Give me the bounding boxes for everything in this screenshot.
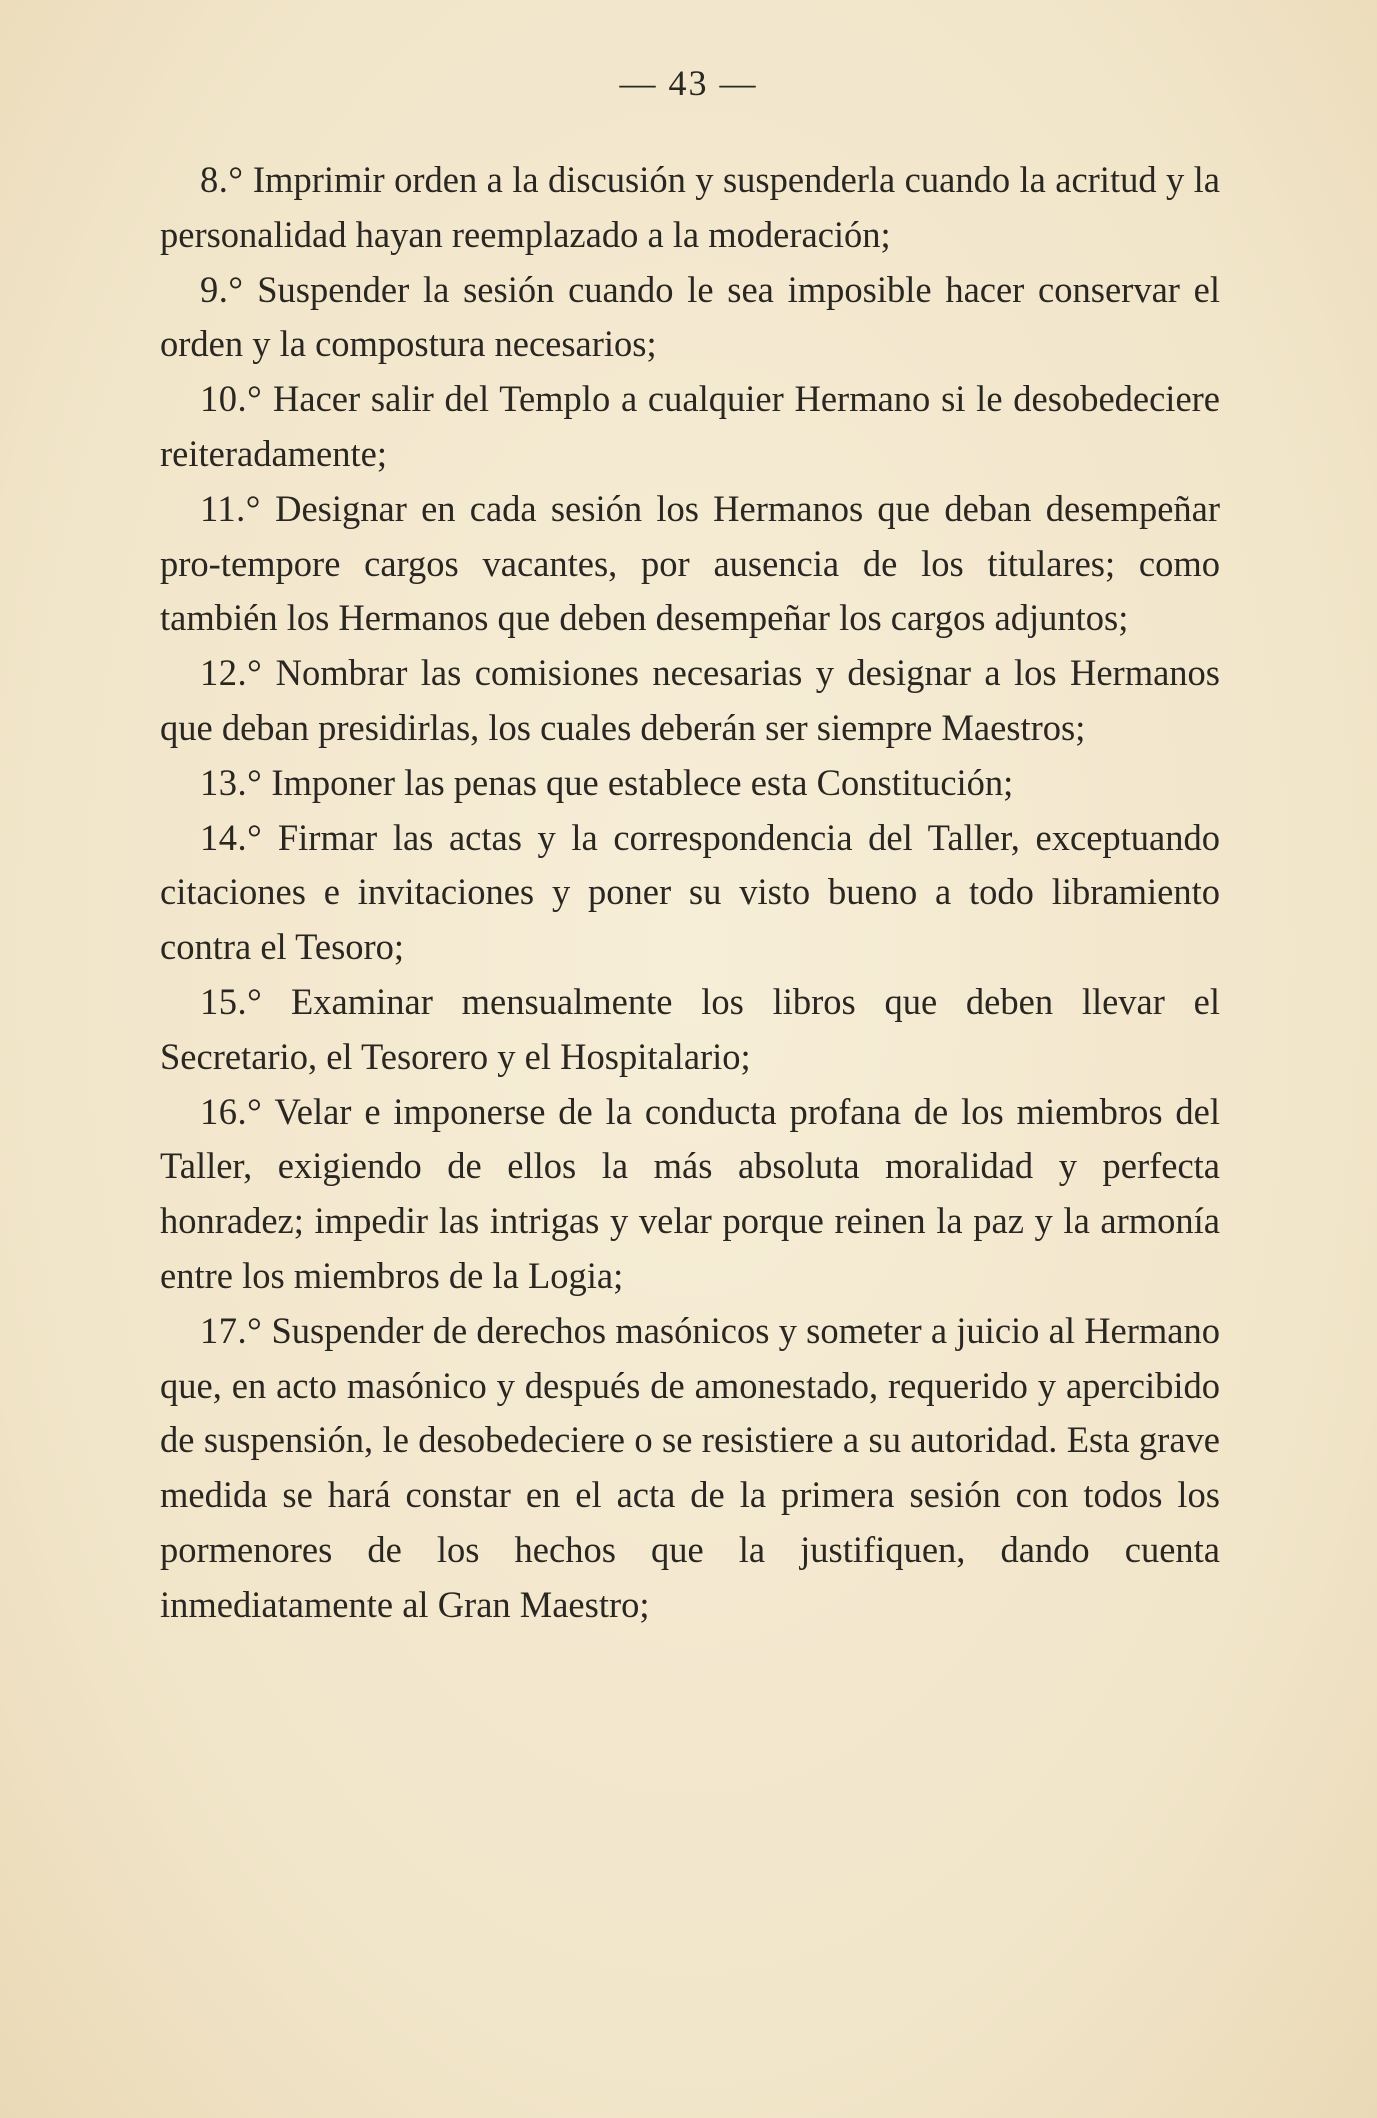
page-number: — 43 —	[619, 63, 758, 103]
list-item	[160, 975, 1220, 1085]
item-number: 14.°	[200, 816, 263, 858]
list-item	[160, 811, 1220, 975]
list-item	[160, 372, 1220, 482]
item-number: 9.°	[200, 268, 244, 310]
item-number: 11.°	[200, 487, 261, 529]
list-item	[160, 263, 1220, 373]
item-text: Hacer salir del Templo a cualquier Hermano si le desobedeciere reiteradamente;	[160, 378, 1220, 474]
item-text: Firmar las actas y la correspondencia del Taller, exceptuando citaciones e invitaciones y poner su visto bueno a todo libramiento contra el Tesoro;	[160, 816, 1220, 968]
item-text: Imprimir orden a la discusión y suspenderla cuando la acritud y la personalidad hayan reemplazado a la moderación;	[160, 159, 1221, 255]
item-text: Designar en cada sesión los Hermanos que deban desempeñar pro-tempore cargos vacantes, por ausencia de los titulares; como también los Hermanos que deben desempeñar los cargos adjuntos;	[160, 487, 1220, 639]
item-number: 13.°	[200, 761, 263, 803]
item-number: 16.°	[200, 1090, 263, 1132]
list-item	[160, 756, 1220, 811]
item-text: Suspender la sesión cuando le sea imposible hacer conservar el orden y la compostura necesarios;	[160, 268, 1220, 365]
item-number: 17.°	[200, 1309, 263, 1351]
item-number: 15.°	[200, 980, 263, 1022]
list-item	[160, 1085, 1220, 1304]
item-text: Suspender de derechos masónicos y someter a juicio al Hermano que, en acto masónico y después de amonestado, requerido y apercibido de suspensión, le desobedeciere o se resistiere a su autoridad. Esta grave medida se hará constar en el acta de la primera sesión con todos los pormenores de los hechos que la justifiquen, dando cuenta inmediatamente al Gran Maestro;	[160, 1309, 1220, 1625]
list-item	[160, 482, 1220, 646]
item-text: Imponer las penas que establece esta Constitución;	[271, 761, 1014, 803]
list-item	[160, 646, 1220, 756]
item-text: Examinar mensualmente los libros que deben llevar el Secretario, el Tesorero y el Hospitalario;	[160, 980, 1221, 1077]
article-list	[160, 153, 1220, 1633]
item-number: 10.°	[200, 378, 263, 420]
list-item	[160, 153, 1220, 263]
item-number: 8.°	[200, 159, 244, 200]
item-text: Nombrar las comisiones necesarias y designar a los Hermanos que deban presidirlas, los cuales deberán ser siempre Maestros;	[160, 652, 1221, 748]
item-number: 12.°	[200, 652, 263, 694]
item-text: Velar e imponerse de la conducta profana de los miembros del Taller, exigiendo de ellos la más absoluta moralidad y perfecta honradez; impedir las intrigas y velar porque reinen la paz y la armonía entre los miembros de la Logia;	[160, 1090, 1220, 1296]
list-item	[160, 1304, 1220, 1633]
